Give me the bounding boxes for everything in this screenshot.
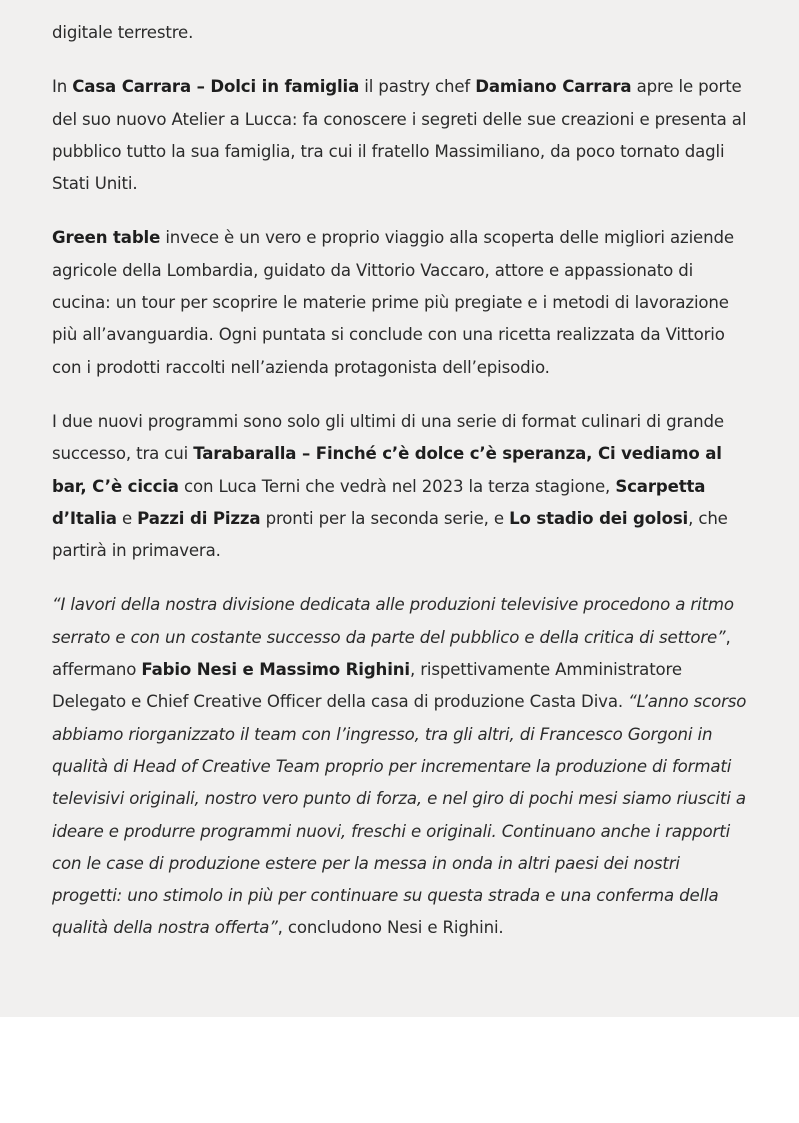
bold-highlight: Tarabaralla – Finché c’è dolce c’è speranza, Ci vediamo al bar, C’è ciccia: [52, 444, 722, 496]
text-segment: , rispettivamente Amministratore Delegato e Chief Creative Officer della casa di produzione Casta Diva.: [52, 660, 682, 712]
paragraph-casa-carrara: [52, 71, 749, 200]
bold-highlight: Scarpetta d’Italia: [52, 476, 706, 528]
paragraph-digitale-terrestre: [52, 17, 749, 49]
bold-highlight: Lo stadio dei golosi: [509, 508, 689, 528]
text-segment: , che partirà in primavera.: [52, 508, 728, 561]
bold-highlight: Pazzi di Pizza: [137, 508, 261, 528]
text-segment: digitale terrestre.: [52, 23, 194, 42]
paragraph-quote-nesi-righini: [52, 589, 749, 944]
text-segment: e: [116, 508, 138, 528]
text-segment: con Luca Terni che vedrà nel 2023 la terza stagione,: [178, 476, 616, 496]
text-segment: invece è un vero e proprio viaggio alla scoperta delle migliori aziende agricole della Lombardia, guidato da Vittorio Vaccaro, attore e appassionato di cucina: un tour per scoprire le materie prime più pregiate e i metodi di lavorazione più all’avanguardia. Ogni puntata si conclude con una ricetta realizzata da Vittorio con i prodotti raccolti nell’azienda protagonista dell’episodio.: [52, 228, 734, 377]
text-segment: I due nuovi programmi sono solo gli ultimi di una serie di format culinari di grande successo, tra cui: [52, 411, 724, 464]
paragraph-format-culinari: [52, 406, 749, 567]
text-segment: apre le porte del suo nuovo Atelier a Lucca: fa conoscere i segreti delle sue creazioni e presenta al pubblico tutto la sua famiglia, tra cui il fratello Massimiliano, da poco tornato dagli Stati Uniti.: [52, 77, 747, 194]
italic-quote: “I lavori della nostra divisione dedicata alle produzioni televisive procedono a ritmo serrato e con un costante successo da parte del pubblico e della critica di settore”: [52, 595, 734, 647]
text-segment: pronti per la seconda serie, e: [260, 508, 510, 528]
italic-quote: “L’anno scorso abbiamo riorganizzato il team con l’ingresso, tra gli altri, di Francesco Gorgoni in qualità di Head of Creative Team proprio per incrementare la produzione di formati televisivi originali, nostro vero punto di forza, e nel giro di pochi mesi siamo riusciti a ideare e produrre programmi nuovi, freschi e originali. Continuano anche i rapporti con le case di produzione estere per la messa in onda in altri paesi dei nostri progetti: uno stimolo in più per continuare su questa strada e una conferma della qualità della nostra offerta”: [52, 692, 747, 938]
bold-highlight: Damiano Carrara: [475, 77, 632, 97]
paragraph-green-table: [52, 222, 749, 383]
text-segment: , concludono Nesi e Righini.: [277, 918, 504, 938]
text-segment: In: [52, 77, 73, 97]
bold-highlight: Fabio Nesi e Massimo Righini: [141, 660, 410, 680]
bold-highlight: Green table: [52, 228, 161, 248]
bold-highlight: Casa Carrara – Dolci in famiglia: [72, 77, 360, 97]
text-segment: , affermano: [52, 627, 731, 680]
text-segment: il pastry chef: [359, 77, 476, 97]
